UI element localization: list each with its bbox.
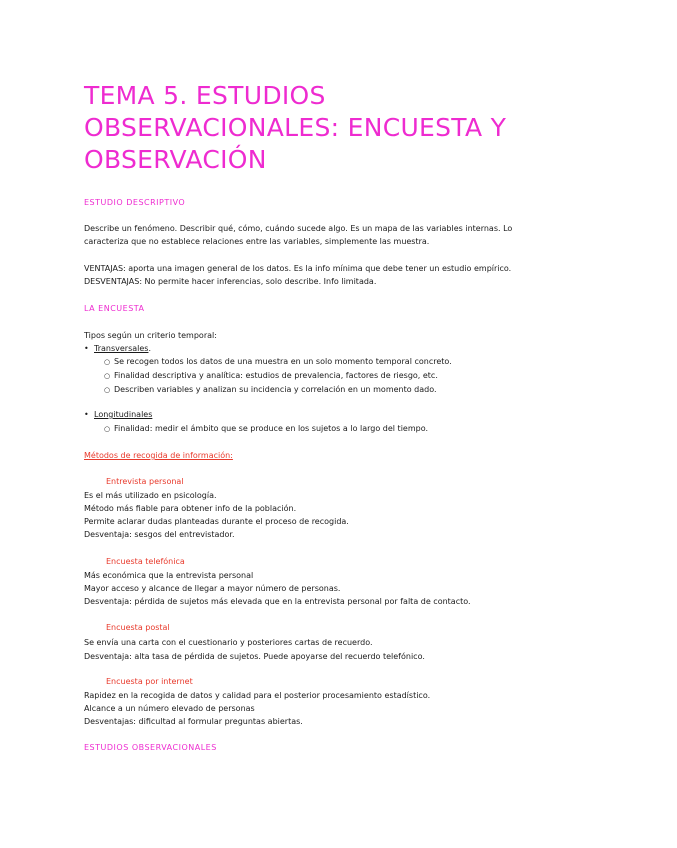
sub-item xyxy=(104,424,428,433)
bullet-label: Longitudinales xyxy=(94,410,153,419)
method-title: Encuesta postal xyxy=(106,623,170,632)
method-line: Más económica que la entrevista personal xyxy=(84,571,254,580)
title-line: OBSERVACIONALES: ENCUESTA Y xyxy=(84,113,507,142)
bullet-transversales xyxy=(84,344,151,353)
ventajas-text: VENTAJAS: aporta una imagen general de los datos. Es la info mínima que debe tener un estudio empírico. xyxy=(84,264,512,273)
title-line: OBSERVACIÓN xyxy=(84,145,267,174)
sub-item-text: Se recogen todos los datos de una muestra en un solo momento temporal concreto. xyxy=(114,357,452,366)
page-title xyxy=(84,80,644,176)
metodos-heading: Métodos de recogida de información: xyxy=(84,451,233,460)
section-heading-encuesta: LA ENCUESTA xyxy=(84,304,145,313)
sub-item-text: Finalidad descriptiva y analítica: estudios de prevalencia, factores de riesgo, etc. xyxy=(114,371,438,380)
method-line: Desventaja: sesgos del entrevistador. xyxy=(84,530,235,539)
bullet-icon: • xyxy=(84,344,89,353)
desventajas-text: DESVENTAJAS: No permite hacer inferencias, solo describe. Info limitada. xyxy=(84,277,377,286)
sub-item-text: Describen variables y analizan su incidencia y correlación en un momento dado. xyxy=(114,385,437,394)
method-line: Desventajas: dificultad al formular preguntas abiertas. xyxy=(84,717,303,726)
method-line: Es el más utilizado en psicología. xyxy=(84,491,217,500)
method-line: Método más fiable para obtener info de la población. xyxy=(84,504,297,513)
method-title: Encuesta por internet xyxy=(106,677,193,686)
sub-item xyxy=(104,357,452,366)
sub-item-text: Finalidad: medir el ámbito que se produce en los sujetos a lo largo del tiempo. xyxy=(114,424,429,433)
tipos-intro: Tipos según un criterio temporal: xyxy=(84,331,217,340)
method-line: Se envía una carta con el cuestionario y posteriores cartas de recuerdo. xyxy=(84,638,373,647)
sub-item xyxy=(104,371,438,380)
sub-item xyxy=(104,385,437,394)
method-line: Rapidez en la recogida de datos y calidad para el posterior procesamiento estadístico. xyxy=(84,691,431,700)
circle-bullet-icon: ○ xyxy=(104,386,111,394)
section-heading-estudio-descriptivo: ESTUDIO DESCRIPTIVO xyxy=(84,198,186,207)
bullet-suffix: . xyxy=(148,344,152,353)
title-line: TEMA 5. ESTUDIOS xyxy=(84,81,326,110)
bullet-longitudinales xyxy=(84,410,152,419)
method-line: Desventaja: pérdida de sujetos más elevada que en la entrevista personal por falta de contacto. xyxy=(84,597,471,606)
paragraph-line: Describe un fenómeno. Describir qué, cómo, cuándo sucede algo. Es un mapa de las variables internas. Lo xyxy=(84,224,513,233)
method-line: Desventaja: alta tasa de pérdida de sujetos. Puede apoyarse del recuerdo telefónico. xyxy=(84,652,425,661)
bullet-label: Transversales xyxy=(94,344,149,353)
method-title: Entrevista personal xyxy=(106,477,184,486)
method-line: Permite aclarar dudas planteadas durante el proceso de recogida. xyxy=(84,517,349,526)
paragraph-line: caracteriza que no establece relaciones entre las variables, simplemente las muestra. xyxy=(84,237,430,246)
circle-bullet-icon: ○ xyxy=(104,425,111,433)
method-line: Alcance a un número elevado de personas xyxy=(84,704,255,713)
method-line: Mayor acceso y alcance de llegar a mayor número de personas. xyxy=(84,584,341,593)
circle-bullet-icon: ○ xyxy=(104,358,111,366)
method-title: Encuesta telefónica xyxy=(106,557,185,566)
section-heading-observacionales: ESTUDIOS OBSERVACIONALES xyxy=(84,743,217,752)
bullet-icon: • xyxy=(84,410,89,419)
circle-bullet-icon: ○ xyxy=(104,372,111,380)
